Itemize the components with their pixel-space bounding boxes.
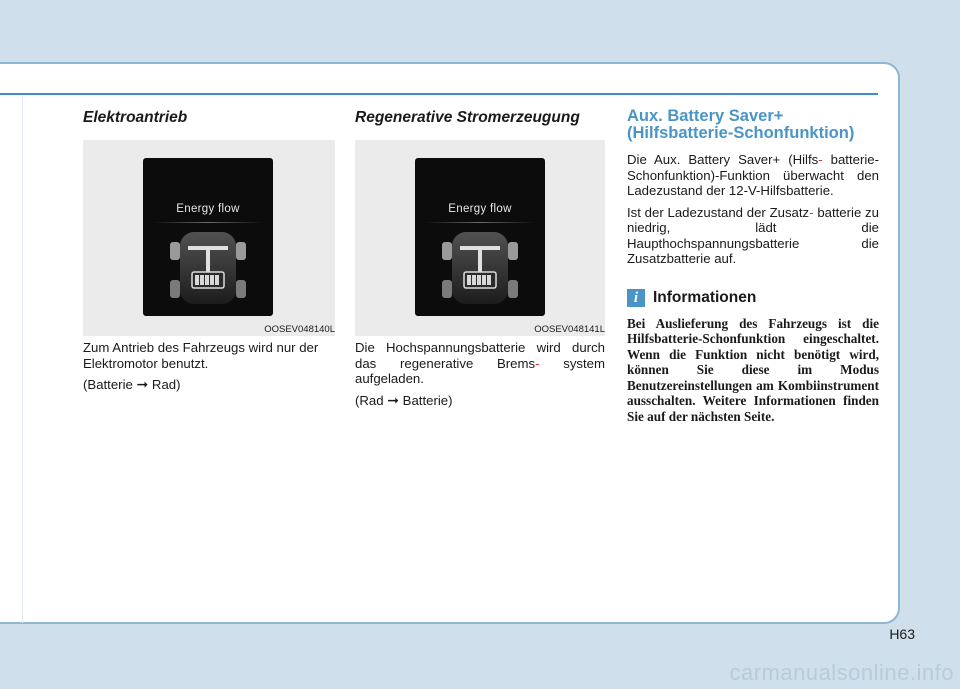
info-header [627, 289, 879, 307]
figure-code: OOSEV048140L [264, 324, 335, 335]
screen-title: Energy flow [176, 203, 240, 215]
header-rule [0, 93, 878, 95]
cluster-screen [143, 158, 273, 316]
car-topview-icon [168, 228, 248, 308]
paragraph: Ist der Ladezustand der Zusatz- batterie zu niedrig, lädt die Haupthochspannungsbatterie die Zusatzbatterie auf. [627, 204, 879, 266]
car-topview-icon [440, 228, 520, 308]
paragraph-direction: (Rad ➞ Batterie) [355, 391, 453, 408]
section-heading: Aux. Battery Saver+ (Hilfsbatterie-Schonfunktion) [627, 107, 855, 142]
info-body: Bei Auslieferung des Fahrzeugs ist die Hilfsbatterie-Schonfunktion eingeschaltet. Wenn die Funktion nicht benötigt wird, können Sie diese im Modus Benutzereinstellungen am Kombiinstrument ausschalten. Weitere Informationen finden Sie auf der nächsten Seite. [627, 315, 879, 424]
info-title: Informationen [653, 288, 757, 306]
arrow-icon: ➞ [136, 376, 149, 392]
margin-line [22, 95, 23, 623]
page-number: H63 [889, 626, 915, 642]
section-heading: Regenerative Stromerzeugung [355, 109, 580, 126]
paragraph: Die Hochspannungsbatterie wird durch das regenerative Brems- system aufgeladen. [355, 340, 605, 386]
screen-title: Energy flow [448, 203, 512, 215]
info-icon: i [627, 289, 645, 307]
cluster-screen [415, 158, 545, 316]
section-heading: Elektroantrieb [83, 109, 188, 126]
paragraph-direction: (Batterie ➞ Rad) [83, 376, 181, 392]
arrow-icon: ➞ [387, 391, 399, 408]
column-elektroantrieb [83, 108, 335, 393]
figure-code: OOSEV048141L [534, 324, 605, 335]
paragraph: Die Aux. Battery Saver+ (Hilfs- batterie-Schonfunktion)-Funktion überwacht den Ladezustand der 12-V-Hilfsbatterie. [627, 152, 879, 198]
column-regenerative [355, 108, 605, 408]
figure-energy-flow-regen [355, 140, 605, 340]
paragraph: Zum Antrieb des Fahrzeugs wird nur der Elektromotor benutzt. [83, 340, 319, 371]
figure-energy-flow-drive [83, 140, 335, 340]
watermark: carmanualsonline.info [729, 660, 954, 685]
column-aux-battery-saver [627, 108, 879, 424]
